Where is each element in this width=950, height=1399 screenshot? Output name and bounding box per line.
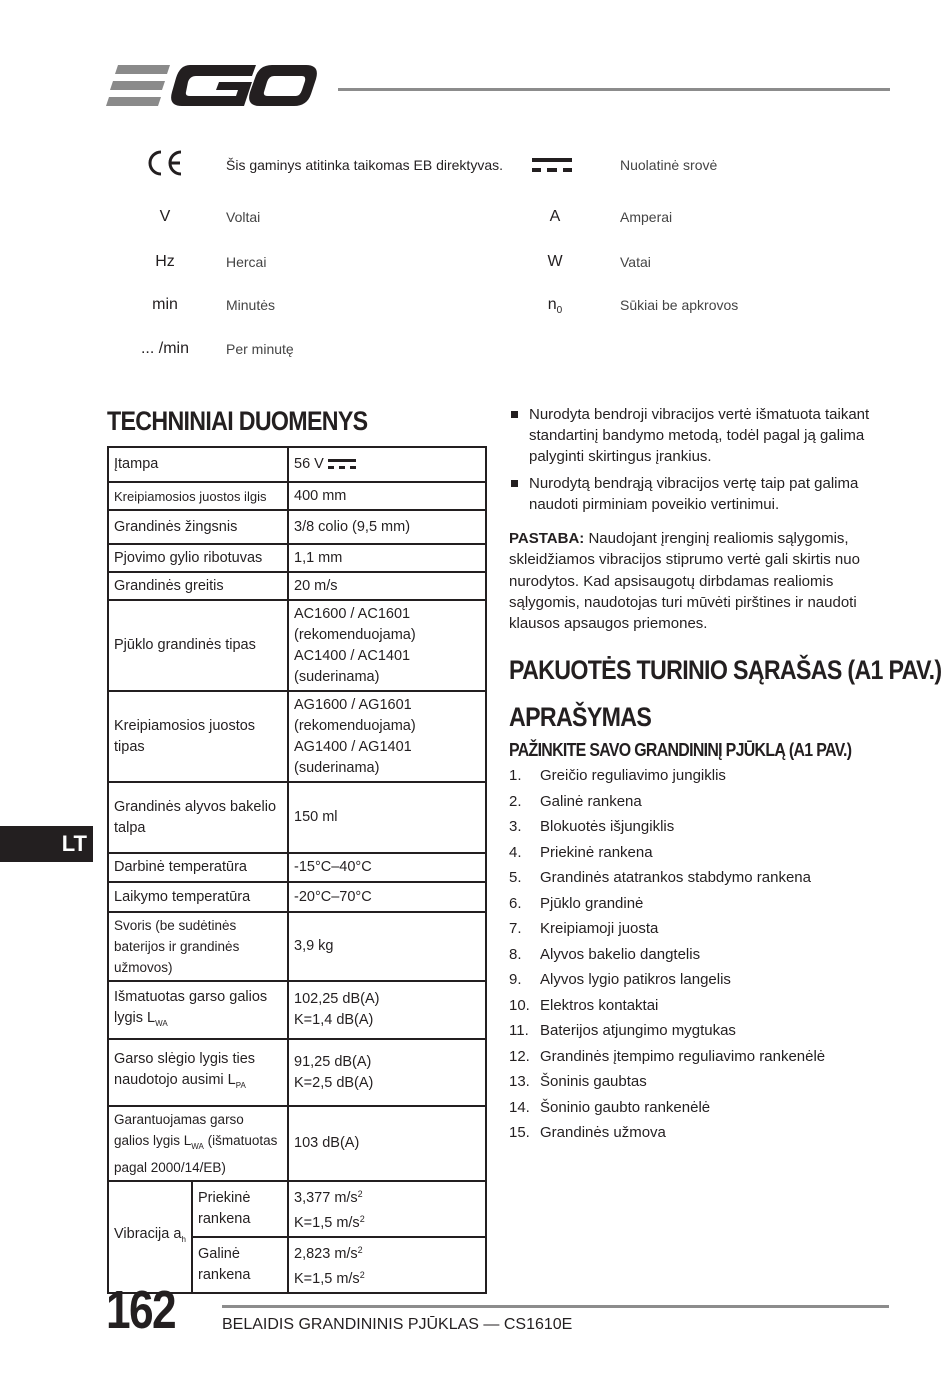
bullet-square-icon — [511, 411, 518, 418]
footer-title: BELAIDIS GRANDININIS PJŪKLAS — CS1610E — [222, 1316, 573, 1333]
list-item: 10. Elektros kontaktai — [509, 996, 659, 1014]
table-row — [108, 981, 486, 1039]
spec-label: Laikymo temperatūra — [108, 882, 288, 912]
list-item: 6. Pjūklo grandinė — [509, 894, 644, 912]
table-row — [108, 544, 486, 572]
vibration-front-value: 3,377 $m/s^2$ K=1,5 $m/s^2$ — [288, 1181, 486, 1237]
list-item: 13. Šoninis gaubtas — [509, 1073, 647, 1090]
note-paragraph — [509, 528, 874, 634]
table-row — [108, 853, 486, 882]
symbol-volt: V — [159, 208, 171, 225]
symbol-minutes: min — [152, 296, 178, 313]
list-item: 11. Baterijos atjungimo mygtukas — [509, 1022, 736, 1039]
spec-label: Kreipiamosios juostos tipas — [108, 691, 288, 782]
table-row — [108, 600, 486, 691]
vibration-rear-label: Galinė rankena — [192, 1237, 288, 1293]
parts-list — [509, 767, 889, 1147]
spec-label: Garantuojamas garso galios lygis $L_{WA}$ (išmatuotas pagal 2000/14/EB) — [108, 1106, 288, 1181]
spec-value: 3,9 kg — [288, 912, 486, 981]
table-row — [108, 510, 486, 544]
table-row — [108, 782, 486, 853]
bullet-text: Nurodyta bendroji vibracijos vertė išmatuota taikant standartinį bandymo metodą, todėl pagal ją galima palyginti skirtingus įrankius. — [529, 406, 870, 465]
list-item: 4. Priekinė rankena — [509, 843, 653, 861]
spec-label: Pjovimo gylio ribotuvas — [108, 544, 288, 572]
spec-value: 91,25 dB(A) K=2,5 dB(A) — [288, 1039, 486, 1106]
spec-label: Grandinės žingsnis — [108, 510, 288, 544]
ce-mark-icon — [125, 148, 205, 183]
spec-label: Grandinės greitis — [108, 572, 288, 600]
page-number: 162 — [106, 1280, 175, 1340]
spec-table — [107, 446, 487, 1294]
symbol-text-minutes: Minutės — [226, 297, 276, 313]
list-item: 7. Kreipiamoji juosta — [509, 920, 659, 937]
spec-value: 150 ml — [288, 782, 486, 853]
spec-value: AC1600 / AC1601 (rekomenduojama) AC1400 / AC1401 (suderinama) — [288, 600, 486, 691]
vibration-rear-value: 2,823 $m/s^2$ K=1,5 $m/s^2$ — [288, 1237, 486, 1293]
spec-label: Išmatuotas garso galios lygis $L_{WA}$ — [108, 981, 288, 1039]
table-row — [108, 882, 486, 912]
list-item: 8. Alyvos bakelio dangtelis — [509, 945, 701, 963]
language-tab: LT — [0, 826, 93, 862]
table-row — [108, 1039, 486, 1106]
direct-current-icon — [328, 458, 356, 470]
list-item: 1. Greičio reguliavimo jungiklis — [509, 767, 726, 784]
symbol-text-ce: Šis gaminys atitinka taikomas EB direktyvas. — [226, 157, 503, 173]
list-item: 14. Šoninio gaubto rankenėlė — [509, 1098, 711, 1116]
list-item: 15. Grandinės užmova — [509, 1124, 666, 1141]
spec-value: 1,1 mm — [288, 544, 486, 572]
header-rule — [338, 88, 890, 91]
symbol-text-dc: Nuolatinė srovė — [620, 157, 718, 173]
vibration-front-label: Priekinė rankena — [192, 1181, 288, 1237]
symbol-no-load-speed: $n_0$ — [547, 296, 563, 316]
spec-label: Kreipiamosios juostos ilgis — [108, 482, 288, 510]
direct-current-icon — [532, 157, 572, 180]
symbol-watt: W — [547, 253, 563, 270]
spec-value: -15°C–40°C — [288, 853, 486, 882]
spec-value: AG1600 / AG1601 (rekomenduojama) AG1400 / AG1401 (suderinama) — [288, 691, 486, 782]
symbol-text-hertz: Hercai — [226, 254, 267, 270]
bullet-square-icon — [511, 480, 518, 487]
ego-logo — [106, 62, 318, 117]
note-text: Naudojant įrenginį realiomis sąlygomis, skleidžiamos vibracijos stiprumo vertė gali skirtis nuo nurodytos. Kad apsisaugotų dirbdamas realiomis sąlygomis, naudotojas turi mūvėti pirštines ir naudoti klausos apsaugos priemones. — [509, 530, 860, 633]
table-row — [108, 1106, 486, 1181]
know-your-saw-title: PAŽINKITE SAVO GRANDININĮ PJŪKLĄ (A1 PAV.) — [509, 739, 852, 760]
list-item — [511, 404, 871, 467]
symbol-text-watt: Vatai — [620, 254, 651, 270]
table-row — [108, 447, 486, 482]
list-item: 2. Galinė rankena — [509, 792, 642, 810]
list-item: 9. Alyvos lygio patikros langelis — [509, 971, 731, 988]
list-item: 5. Grandinės atatrankos stabdymo rankena — [509, 869, 811, 886]
symbol-per-minute: ... /min — [140, 340, 189, 357]
spec-value: 400 mm — [288, 482, 486, 510]
vibration-label: Vibracija $a_h$ — [108, 1181, 192, 1293]
spec-label: Pjūklo grandinės tipas — [108, 600, 288, 691]
spec-value: 3/8 colio (9,5 mm) — [288, 510, 486, 544]
table-row — [108, 482, 486, 510]
spec-value: 20 m/s — [288, 572, 486, 600]
spec-label: Svoris (be sudėtinės baterijos ir grandinės užmovos) — [108, 912, 288, 981]
spec-value: 103 dB(A) — [288, 1106, 486, 1181]
list-item: 12. Grandinės įtempimo reguliavimo rankenėlė — [509, 1047, 826, 1065]
spec-value: 56 V — [288, 447, 486, 482]
package-contents-title: PAKUOTĖS TURINIO SĄRAŠAS (A1 PAV.) — [509, 655, 942, 685]
symbol-text-no-load-speed: Sūkiai be apkrovos — [620, 297, 739, 313]
table-row — [108, 912, 486, 981]
spec-title: TECHNINIAI DUOMENYS — [107, 406, 368, 436]
list-item — [511, 473, 871, 515]
spec-label: Įtampa — [108, 447, 288, 482]
table-row — [108, 691, 486, 782]
description-title: APRAŠYMAS — [509, 702, 652, 732]
list-item: 3. Blokuotės išjungiklis — [509, 818, 675, 835]
table-row — [108, 1181, 486, 1237]
spec-value: 102,25 dB(A) K=1,4 dB(A) — [288, 981, 486, 1039]
symbol-hertz: Hz — [155, 253, 175, 270]
symbol-text-ampere: Amperai — [620, 209, 673, 225]
spec-label: Darbinė temperatūra — [108, 853, 288, 882]
symbol-text-per-minute: Per minutę — [226, 341, 294, 357]
footer-rule — [222, 1305, 889, 1308]
note-label: PASTABA: — [509, 530, 585, 547]
symbol-text-volt: Voltai — [226, 209, 261, 225]
symbol-ampere: A — [549, 208, 561, 225]
table-row — [108, 572, 486, 600]
bullet-text: Nurodytą bendrąją vibracijos vertę taip pat galima naudoti pirminiam poveikio vertinimui. — [529, 475, 859, 513]
spec-value: -20°C–70°C — [288, 882, 486, 912]
spec-label: Grandinės alyvos bakelio talpa — [108, 782, 288, 853]
spec-label: Garso slėgio lygis ties naudotojo ausimi $L_{PA}$ — [108, 1039, 288, 1106]
